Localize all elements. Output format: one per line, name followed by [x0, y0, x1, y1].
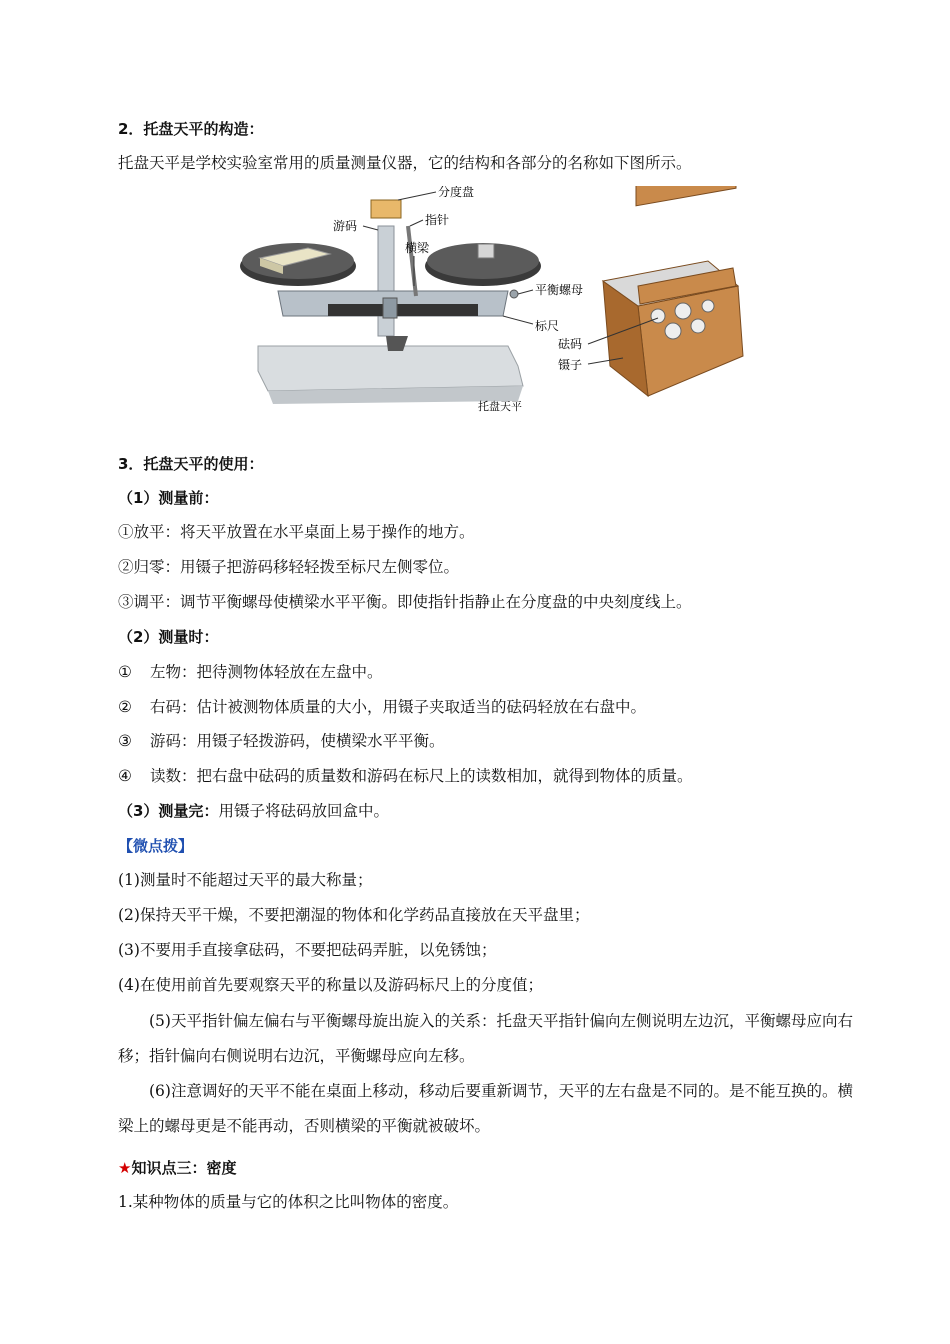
weight-3	[702, 300, 714, 312]
after-text: 用镊子将砝码放回盒中。	[218, 802, 389, 820]
before-step-1: ①放平：将天平放置在水平桌面上易于操作的地方。	[118, 523, 475, 541]
section-2-heading: 2．托盘天平的构造：	[118, 120, 264, 138]
tip-item-2: (2)保持天平干燥，不要把潮湿的物体和化学药品直接放在天平盘里；	[118, 906, 590, 924]
label-dial: 分度盘	[438, 186, 475, 199]
step-text: 游码：用镊子轻拨游码，使横梁水平平衡。	[150, 732, 445, 750]
tip-item-3: (3)不要用手直接拿砝码，不要把砝码弄脏，以免锈蚀；	[118, 941, 497, 959]
step-number: ③	[118, 732, 132, 750]
balance-figure	[238, 186, 758, 416]
weight-box-cover	[636, 186, 736, 206]
scale-leader	[503, 316, 533, 324]
balance-base	[258, 346, 523, 391]
knowledge-3-title: 知识点三：密度	[131, 1159, 237, 1177]
balance-illustration	[238, 186, 758, 416]
label-nut: 平衡螺母	[535, 283, 584, 297]
rider-leader	[363, 226, 378, 230]
balance-scale-bar	[328, 304, 478, 316]
after-line	[118, 800, 389, 822]
tip-item-1: (1)测量时不能超过天平的最大称量；	[118, 871, 373, 889]
during-step-3	[118, 730, 445, 752]
label-pointer: 指针	[425, 213, 450, 227]
balance-dial	[371, 200, 401, 218]
before-title: （1）测量前：	[118, 489, 219, 507]
density-definition: 1.某种物体的质量与它的体积之比叫物体的密度。	[118, 1193, 459, 1211]
step-text: 左物：把待测物体轻放在左盘中。	[150, 663, 383, 681]
step-text: 读数：把右盘中砝码的质量数和游码在标尺上的读数相加，就得到物体的质量。	[150, 767, 693, 785]
weight-1	[651, 309, 665, 323]
step-number: ①	[118, 663, 132, 681]
balance-pillar	[378, 226, 394, 336]
star-icon: ★	[118, 1159, 132, 1177]
balance-nut	[510, 290, 518, 298]
balance-rider	[383, 298, 397, 318]
during-step-1	[118, 661, 383, 683]
before-step-2: ②归零：用镊子把游码移轻轻拨至标尺左侧零位。	[118, 558, 460, 576]
tip-item-4: (4)在使用前首先要观察天平的称量以及游码标尺上的分度值；	[118, 976, 543, 994]
weight-5	[691, 319, 705, 333]
label-rider: 游码	[333, 219, 358, 233]
right-pan-weight	[478, 244, 494, 258]
during-title: （2）测量时：	[118, 628, 219, 646]
before-step-3: ③调平：调节平衡螺母使横梁水平平衡。即使指针指静止在分度盘的中央刻度线上。	[118, 593, 692, 611]
knowledge-3-heading	[118, 1157, 236, 1179]
dial-leader	[398, 192, 436, 200]
tip-item-6: (6)注意调好的天平不能在桌面上移动，移动后要重新调节，天平的左右盘是不同的。是不能互换的。横梁上的螺母更是不能再动，否则横梁的平衡就被破坏。	[118, 1082, 853, 1135]
label-tweezers: 镊子	[558, 358, 583, 372]
figure-caption: 托盘天平	[478, 400, 522, 413]
weight-2	[675, 303, 691, 319]
balance-pointer	[408, 226, 416, 296]
step-text: 右码：估计被测物体质量的大小，用镊子夹取适当的砝码轻放在右盘中。	[150, 698, 647, 716]
nut-leader	[518, 290, 533, 294]
during-step-4	[118, 765, 693, 787]
step-number: ④	[118, 767, 132, 785]
pointer-leader	[410, 220, 423, 226]
tip-item-5: (5)天平指针偏左偏右与平衡螺母旋出旋入的关系：托盘天平指针偏向左侧说明左边沉，平衡螺母应向右移；指针偏向右侧说明右边沉，平衡螺母应向左移。	[118, 1012, 853, 1065]
after-title: （3）测量完：	[118, 802, 219, 820]
section-2-intro: 托盘天平是学校实验室常用的质量测量仪器，它的结构和各部分的名称如下图所示。	[118, 154, 692, 172]
section-3-heading: 3．托盘天平的使用：	[118, 455, 264, 473]
weight-4	[665, 323, 681, 339]
step-number: ②	[118, 698, 132, 716]
label-scale: 标尺	[535, 319, 560, 333]
tips-title: 【微点拨】	[118, 837, 194, 855]
label-beam: 横梁	[405, 241, 430, 255]
during-step-2	[118, 696, 646, 718]
label-weights: 砝码	[558, 337, 583, 351]
